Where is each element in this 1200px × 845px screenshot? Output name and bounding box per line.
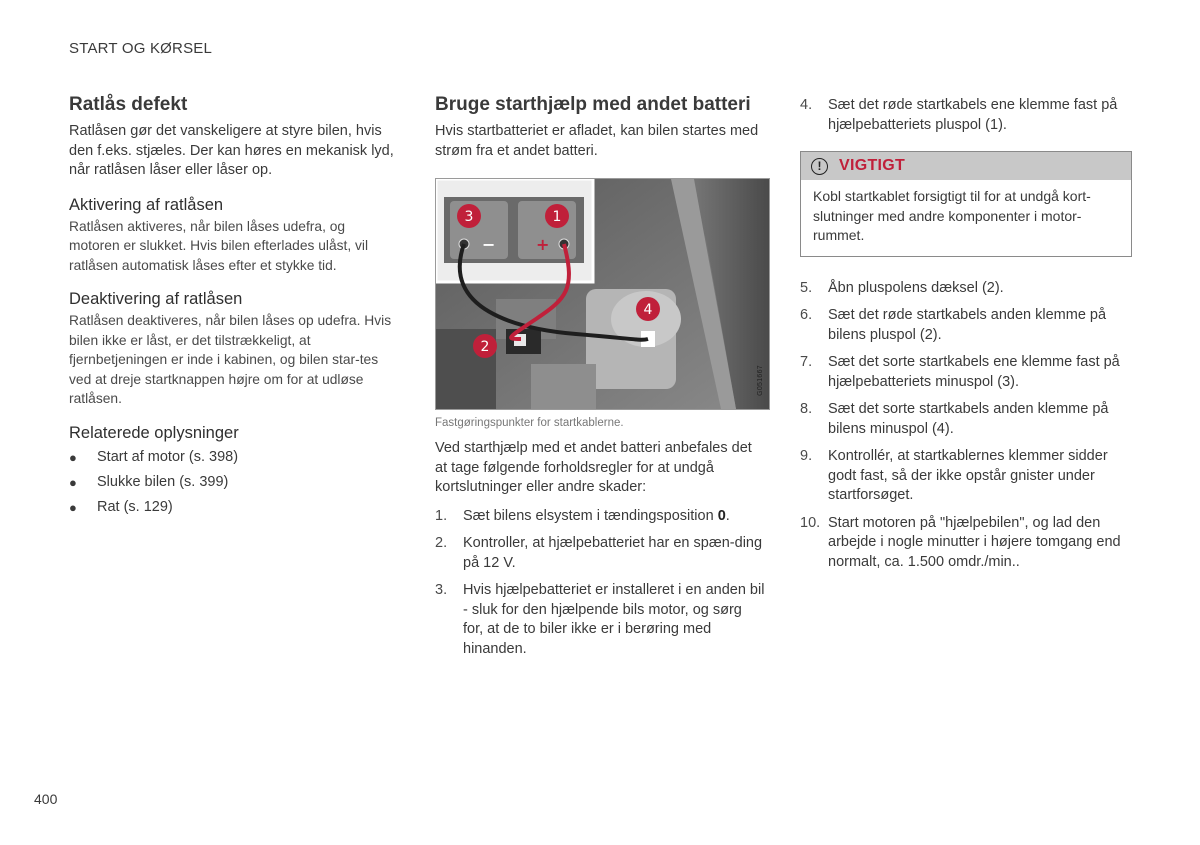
step-text: Sæt det sorte startkabels anden klemme på bilens minuspol (4). (828, 401, 1109, 437)
related-link-label: Slukke bilen (s. 399) (97, 473, 229, 490)
exclamation-icon: ! (811, 158, 828, 175)
important-warning-box (800, 151, 1132, 257)
step-item (800, 306, 1132, 345)
step-text: Sæt det røde startkabels anden klemme på bilens pluspol (2). (828, 307, 1107, 343)
figure-code: G051667 (757, 365, 764, 396)
step-item (800, 96, 1132, 135)
column-steering-lock (69, 94, 395, 520)
step-number: 7. (800, 354, 813, 370)
step-item (800, 447, 1132, 506)
related-link[interactable] (69, 470, 395, 495)
step-item (800, 353, 1132, 392)
step-item (435, 507, 765, 527)
step-number: 5. (800, 279, 813, 296)
marker-1-label: 1 (552, 209, 562, 225)
step-text: Sæt det sorte startkabels ene klemme fast på hjælpebatteriets minuspol (3). (828, 354, 1120, 390)
related-link[interactable] (69, 495, 395, 520)
step-number: 9. (800, 448, 813, 464)
step-number: 8. (800, 401, 813, 417)
plus-sign: + (536, 235, 550, 254)
step-number: 4. (800, 97, 813, 113)
engine-bay-drawing (436, 179, 769, 409)
minus-sign: − (482, 235, 496, 254)
marker-3-label: 3 (464, 209, 474, 225)
step-number: 1. (435, 507, 448, 524)
bullet-icon: ● (69, 449, 77, 465)
warning-title: VIGTIGT (839, 157, 906, 174)
related-link-label: Rat (s. 129) (97, 498, 173, 515)
activation-text: Ratlåsen aktiveres, når bilen låses udefra, og motoren er slukket. Hvis bilen efterlades ulåst, vil ratlåsen automatisk låses efter et stykke tid. (69, 218, 369, 273)
precaution-steps (435, 507, 765, 660)
steering-lock-title: Ratlås defekt (69, 94, 188, 115)
step-text: Kontroller, at hjælpebatteriet har en spæn-ding på 12 V. (463, 535, 763, 571)
step-number: 10. (800, 514, 821, 531)
deactivation-text: Ratlåsen deaktiveres, når bilen låses op udefra. Hvis bilen ikke er låst, er det tilstrækkeligt, at fjernbetjeningen er inde i kabinen, og bilen star-tes ved at dreje startknappen højre om for at udløse ratlåsen. (69, 313, 392, 406)
related-info-list (69, 445, 395, 520)
step-4-list (800, 96, 1132, 135)
step-item (435, 581, 765, 659)
steering-lock-intro: Ratlåsen gør det vanskeligere at styre bilen, hvis den f.eks. stjæles. Der kan høres en mekanisk lyd, når ratlåsen låser eller låser op. (69, 123, 394, 178)
figure-caption: Fastgøringspunkter for startkablerne. (435, 417, 624, 429)
related-link-label: Start af motor (s. 398) (97, 448, 239, 465)
page-number: 400 (34, 791, 58, 807)
step-number: 2. (435, 535, 448, 551)
marker-4-label: 4 (643, 302, 653, 318)
step-item (800, 279, 1132, 299)
engine-bay-illustration (435, 178, 770, 410)
column-jump-start-continued (800, 96, 1132, 580)
jump-start-steps (800, 279, 1132, 573)
step-text: Sæt det røde startkabels ene klemme fast på hjælpebatteriets pluspol (1). (828, 97, 1118, 133)
bullet-icon: ● (69, 474, 77, 490)
warning-text: Kobl startkablet forsigtigt til for at undgå kort-slutninger med andre komponenter i motor-rummet. (813, 188, 1091, 243)
component-shape (531, 364, 596, 409)
step-text: Kontrollér, at startkablernes klemmer sidder godt fast, så der ikke opstår gnister under startforsøget. (828, 448, 1108, 503)
jump-start-intro: Hvis startbatteriet er afladet, kan bilen startes med strøm fra et andet batteri. (435, 123, 759, 159)
step-text: Start motoren på "hjælpebilen", og lad den arbejde i nogle minutter i højere tomgang end normalt, ca. 1.500 omdr./min.. (828, 514, 1121, 570)
warning-header (801, 152, 1131, 180)
jump-start-title: Bruge starthjælp med andet batteri (435, 94, 751, 115)
precautions-paragraph: Ved starthjælp med et andet batteri anbefales det at tage følgende forholdsregler for at undgå kortslutninger eller andre skader: (435, 440, 752, 495)
step-item (800, 400, 1132, 439)
column-jump-start (435, 94, 765, 667)
step-text: Hvis hjælpebatteriet er installeret i en anden bil - sluk for den hjælpende bils motor, og sørg for, at de to biler ikke er i berøring med hinanden. (463, 582, 765, 657)
step-item (800, 514, 1132, 573)
step-text: Sæt bilens elsystem i tændingsposition (463, 507, 718, 524)
step-text-end: . (725, 507, 730, 524)
step-item (435, 534, 765, 573)
marker-2-label: 2 (480, 339, 490, 355)
related-info-title: Relaterede oplysninger (69, 423, 239, 442)
step-number: 3. (435, 582, 448, 598)
bullet-icon: ● (69, 499, 77, 515)
step-number: 6. (800, 307, 813, 323)
section-header: START OG KØRSEL (69, 40, 213, 57)
related-link[interactable] (69, 445, 395, 470)
deactivation-title: Deaktivering af ratlåsen (69, 290, 243, 308)
activation-title: Aktivering af ratlåsen (69, 195, 224, 214)
step-text: Åbn pluspolens dæksel (2). (828, 279, 1004, 296)
step-bold-value: 0 (717, 507, 726, 524)
